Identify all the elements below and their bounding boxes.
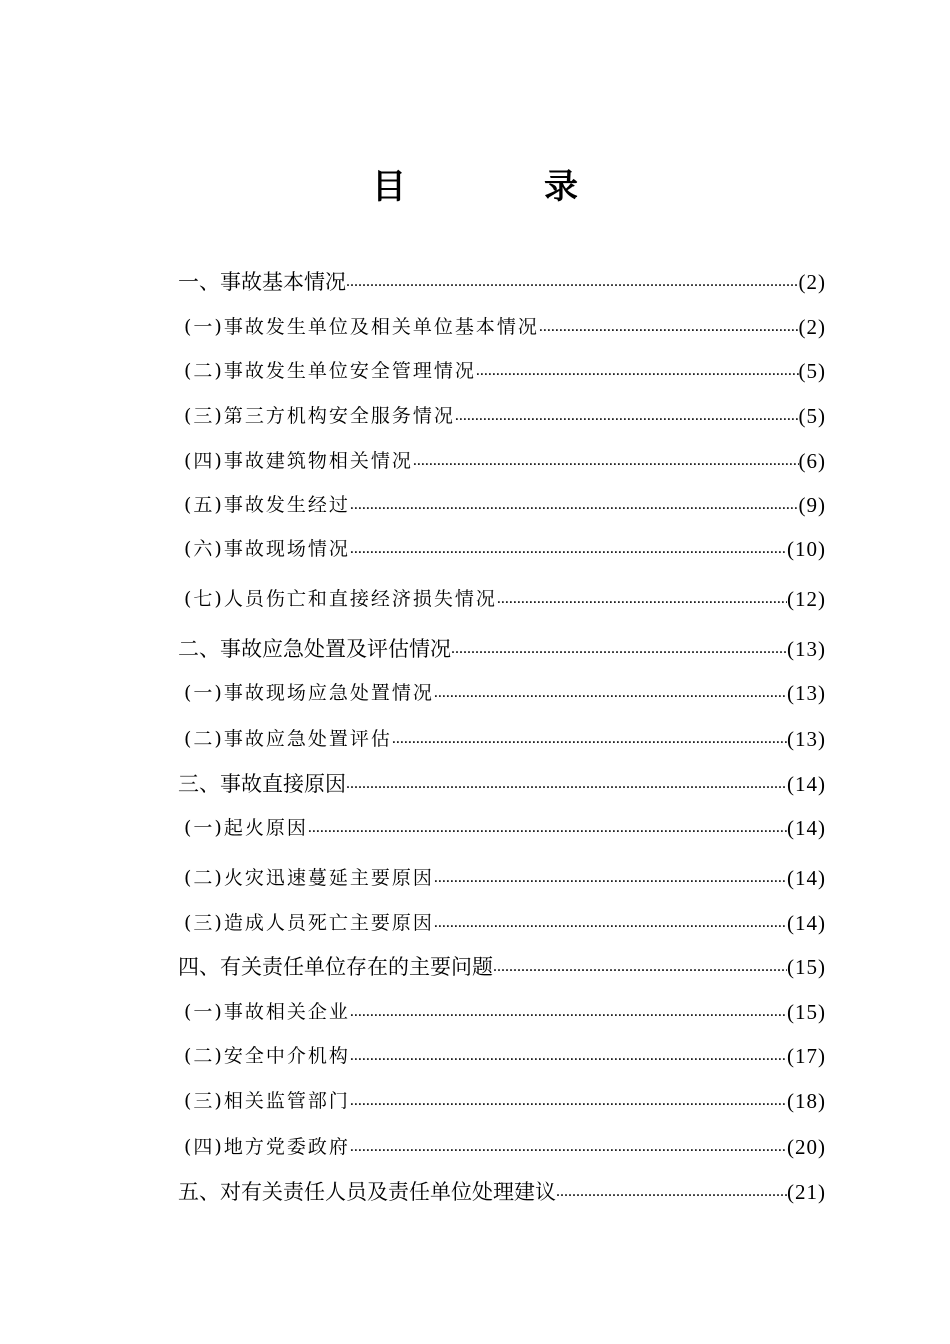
toc-entry-label: (二)事故应急处置评估 [184,728,392,750]
toc-page-number: (14) [787,866,826,890]
toc-page-number: (14) [787,816,826,840]
toc-entry[interactable] [178,951,826,981]
toc-page-number: (13) [787,681,826,705]
toc-leader-dots [308,814,787,842]
toc-entry[interactable] [178,768,826,798]
toc-entry-label: (四)地方党委政府 [184,1136,350,1158]
toc-entry[interactable] [178,862,826,892]
toc-leader-dots [493,953,787,981]
toc-entry[interactable] [178,1040,826,1070]
toc-page-number: (15) [787,955,826,979]
toc-leader-dots [350,1042,787,1070]
toc-leader-dots [434,679,787,707]
toc-entry[interactable] [178,266,826,296]
toc-entry-label: (五)事故发生经过 [184,494,350,516]
toc-entry-label: (三)造成人员死亡主要原因 [184,912,434,934]
toc-leader-dots [346,268,799,296]
toc-page-number: (2) [798,315,826,339]
toc-leader-dots [350,1087,787,1115]
toc-entry[interactable] [178,677,826,707]
toc-entry[interactable] [178,311,826,341]
toc-leader-dots [476,357,799,385]
toc-entry-label: (一)起火原因 [184,817,308,839]
toc-entry-label: (三)相关监管部门 [184,1090,350,1112]
toc-entry[interactable] [178,996,826,1026]
toc-page-number: (6) [798,449,826,473]
toc-entry[interactable] [178,533,826,563]
toc-leader-dots [539,313,799,341]
toc-entry-label: (一)事故发生单位及相关单位基本情况 [184,316,539,338]
toc-entry-label: (六)事故现场情况 [184,538,350,560]
toc-entry[interactable] [178,400,826,430]
toc-leader-dots [350,998,787,1026]
toc-entry-label: (二)安全中介机构 [184,1045,350,1067]
toc-entry-label: 二、事故应急处置及评估情况 [178,637,451,661]
toc-entry[interactable] [178,633,826,663]
toc-leader-dots [350,491,799,519]
toc-entry[interactable] [178,1131,826,1161]
toc-page-number: (10) [787,537,826,561]
toc-entry[interactable] [178,489,826,519]
toc-page-number: (17) [787,1044,826,1068]
toc-entry-label: (七)人员伤亡和直接经济损失情况 [184,588,497,610]
toc-leader-dots [434,864,787,892]
toc-entry[interactable] [178,445,826,475]
toc-leader-dots [451,635,787,663]
toc-page-number: (5) [798,404,826,428]
toc-page-number: (14) [787,772,826,796]
toc-leader-dots [434,909,787,937]
toc-leader-dots [346,770,787,798]
toc-entry-label: 三、事故直接原因 [178,772,346,796]
toc-page-number: (14) [787,911,826,935]
toc-entry-label: (二)事故发生单位安全管理情况 [184,360,476,382]
toc-leader-dots [455,402,799,430]
toc-leader-dots [556,1178,787,1206]
toc-page-number: (9) [798,493,826,517]
toc-entry-label: (四)事故建筑物相关情况 [184,450,413,472]
toc-page-number: (18) [787,1089,826,1113]
toc-leader-dots [413,447,799,475]
toc-entry[interactable] [178,355,826,385]
toc-page-number: (20) [787,1135,826,1159]
toc-page-number: (15) [787,1000,826,1024]
toc-entry-label: 一、事故基本情况 [178,270,346,294]
page-title: 目 录 [372,167,630,207]
toc-page-number: (2) [798,270,826,294]
toc-page-number: (21) [787,1180,826,1204]
toc-entry-label: (一)事故相关企业 [184,1001,350,1023]
toc-entry-label: (二)火灾迅速蔓延主要原因 [184,867,434,889]
toc-leader-dots [497,585,787,613]
toc-entry-label: 四、有关责任单位存在的主要问题 [178,955,493,979]
toc-leader-dots [350,1133,787,1161]
toc-entry-label: (一)事故现场应急处置情况 [184,682,434,704]
toc-page-number: (13) [787,727,826,751]
toc-leader-dots [392,725,787,753]
toc-page-number: (12) [787,587,826,611]
toc-page-number: (5) [798,359,826,383]
toc-entry[interactable] [178,907,826,937]
toc-entry[interactable] [178,583,826,613]
toc-entry[interactable] [178,1085,826,1115]
toc-entry-label: 五、对有关责任人员及责任单位处理建议 [178,1180,556,1204]
toc-page-number: (13) [787,637,826,661]
toc-entry[interactable] [178,723,826,753]
toc-entry-label: (三)第三方机构安全服务情况 [184,405,455,427]
toc-entry[interactable] [178,812,826,842]
toc-leader-dots [350,535,787,563]
toc-entry[interactable] [178,1176,826,1206]
